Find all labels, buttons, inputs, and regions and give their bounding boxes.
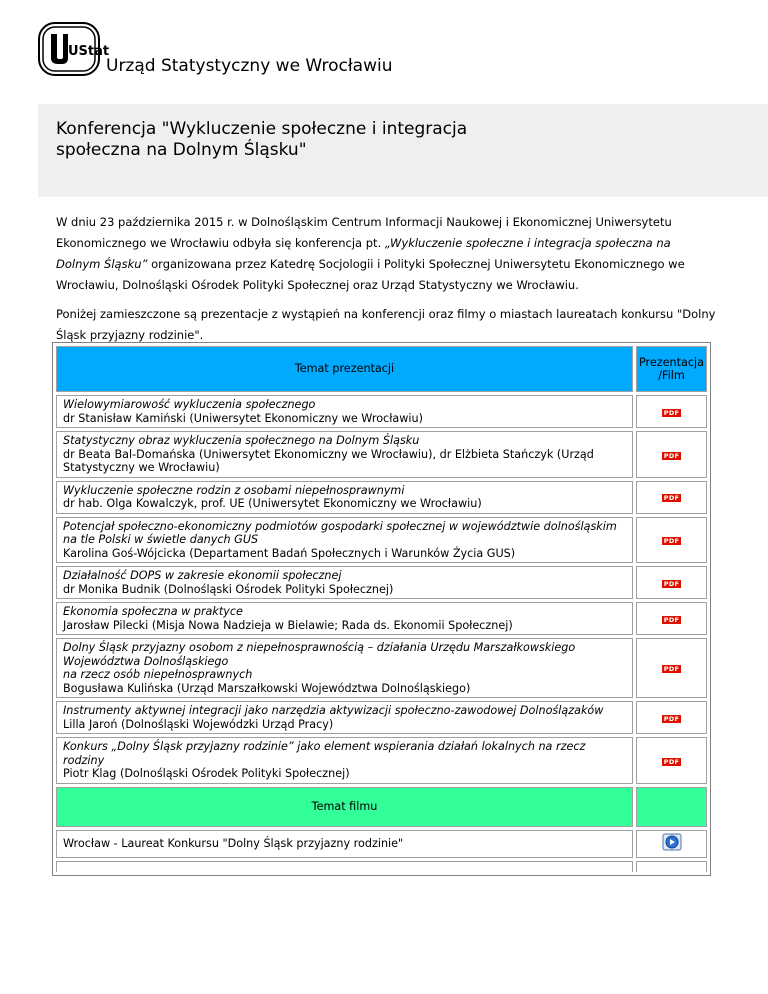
pdf-icon[interactable]: PDF [663,451,680,460]
pdf-icon[interactable]: PDF [663,757,680,766]
presentation-title: Statystyczny obraz wykluczenia społecznego na Dolnym Śląsku [63,434,420,447]
table-row [56,431,707,478]
pdf-icon[interactable]: PDF [663,494,680,503]
presentation-cell [56,431,633,478]
presentation-cell [56,517,633,564]
presentation-author: dr hab. Olga Kowalczyk, prof. UE (Uniwersytet Ekonomiczny we Wrocławiu) [63,497,482,510]
intro [56,212,716,354]
table-row [56,701,707,734]
presentation-author: Karolina Goś-Wójcicka (Departament Badań Społecznych i Warunków Życia GUS) [63,546,516,560]
presentation-title: Konkurs „Dolny Śląsk przyjazny rodzinie” jako element wspierania działań lokalnych na rzecz rodziny [63,740,586,767]
presentation-title: Wielowymiarowość wykluczenia społecznego [63,398,316,411]
header-film-empty [636,787,707,827]
table-row [56,737,707,784]
pdf-cell [636,431,707,478]
pdf-cell [636,602,707,635]
table-row [56,517,707,564]
presentation-cell [56,602,633,635]
presentation-author: dr Stanisław Kamiński (Uniwersytet Ekonomiczny we Wrocławiu) [63,411,423,425]
presentation-title: Instrumenty aktywnej integracji jako narzędzia aktywizacji społeczno-zawodowej Dolnoślązaków [63,704,604,717]
ustat-logo [38,22,110,76]
presentation-cell [56,701,633,734]
presentation-title: Potencjał społeczno-ekonomiczny podmiotów gospodarki społecznej w województwie dolnośląskim na tle Polski w świetle danych GUS [63,519,617,546]
pdf-cell [636,395,707,428]
video-cell [636,830,707,858]
presentation-author: Lilla Jaroń (Dolnośląski Wojewódzki Urząd Pracy) [63,717,334,731]
pdf-cell [636,638,707,698]
presentation-author: Piotr Klag (Dolnośląski Ośrodek Polityki Społecznej) [63,767,350,780]
presentation-cell [56,737,633,784]
intro-paragraph-1: W dniu 23 października 2015 r. w Dolnośląskim Centrum Informacji Naukowej i Ekonomicznej Uniwersytetu Ekonomicznego we Wrocławiu odbyła się konferencja pt. „Wykluczenie społeczne i integracja społeczna na Dolnym Śląsku” organizowana przez Katedrę Socjologii i Polityki Społecznej Uniwersytetu Ekonomicznego we Wrocławiu, Dolnośląski Ośrodek Polityki Społecznej oraz Urząd Statystyczny we Wrocławiu. [56,215,685,292]
pdf-icon[interactable]: PDF [663,408,680,417]
pdf-icon[interactable]: PDF [663,579,680,588]
presentation-title: Wykluczenie społeczne rodzin z osobami niepełnosprawnymi [63,483,405,497]
presentation-title: Dolny Śląsk przyjazny osobom z niepełnosprawnością – działania Urzędu Marszałkowskiego Województwa Dolnośląskiego na rzecz osób niepełnosprawnych [63,641,576,681]
office-name: Urząd Statystyczny we Wrocławiu [106,56,393,76]
table-tail-row [56,861,707,872]
table-row [56,395,707,428]
table-row [56,830,707,858]
pdf-cell [636,517,707,564]
film-title: Wrocław - Laureat Konkursu "Dolny Śląsk przyjazny rodzinie" [56,830,633,858]
pdf-cell [636,701,707,734]
presentations-table [52,342,711,876]
pdf-cell [636,737,707,784]
presentation-cell [56,481,633,514]
table-row [56,602,707,635]
empty-cell [636,861,707,872]
presentation-cell [56,638,633,698]
video-play-icon[interactable] [662,833,682,851]
page-title: Konferencja "Wykluczenie społeczne i integracja społeczna na Dolnym Śląsku" [56,119,468,160]
header-film: Temat filmu [56,787,633,827]
pdf-icon[interactable]: PDF [663,537,680,545]
pdf-cell [636,481,707,514]
intro-paragraph-2: Poniżej zamieszczone są prezentacje z wystąpień na konferencji oraz filmy o miastach laureatach konkursu "Dolny Śląsk przyjazny rodzinie". [56,307,716,342]
presentation-title: Ekonomia społeczna w praktyce [63,605,243,618]
table-row [56,481,707,514]
empty-cell [56,861,633,872]
presentation-cell [56,566,633,599]
presentation-author: Jarosław Pilecki (Misja Nowa Nadzieja w Bielawie; Rada ds. Ekonomii Społecznej) [63,618,513,632]
presentation-cell [56,395,633,428]
pdf-icon[interactable]: PDF [663,665,680,674]
table-row [56,638,707,698]
table-row [56,566,707,599]
table-header-row [56,346,707,392]
title-box [38,104,768,197]
header-link: Prezentacja /Film [636,346,707,392]
presentation-title: Działalność DOPS w zakresie ekonomii społecznej [63,569,342,582]
film-header-row [56,787,707,827]
presentation-author: dr Monika Budnik (Dolnośląski Ośrodek Polityki Społecznej) [63,582,394,596]
presentation-author: dr Beata Bal-Domańska (Uniwersytet Ekonomiczny we Wrocławiu), dr Elżbieta Stańczyk (Urząd Statystyczny we Wrocławiu) [63,447,594,474]
pdf-icon[interactable]: PDF [663,714,680,723]
logo-text: UStat [68,44,110,59]
presentation-author: Bogusława Kulińska (Urząd Marszałkowski Województwa Dolnośląskiego) [63,681,471,695]
pdf-cell [636,566,707,599]
pdf-icon[interactable]: PDF [663,615,680,624]
header-topic: Temat prezentacji [56,346,633,392]
